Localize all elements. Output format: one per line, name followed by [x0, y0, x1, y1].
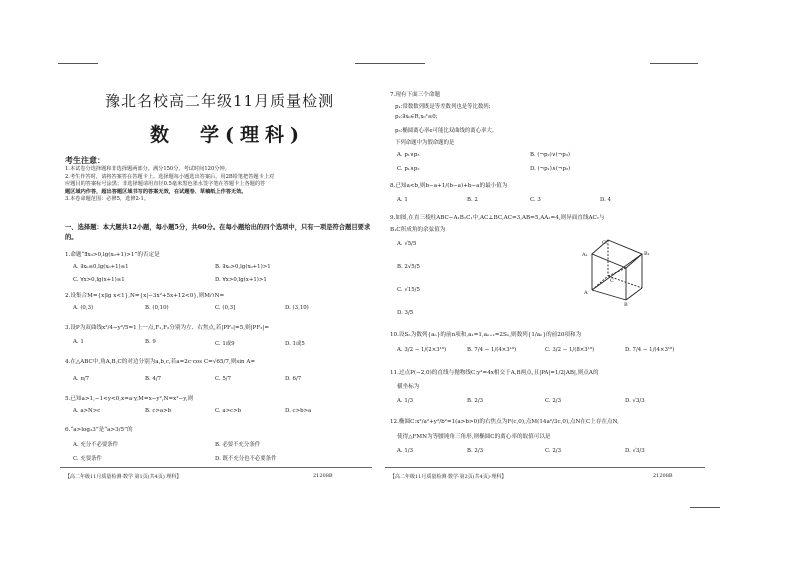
- q7-line: p₃:椭圆离心率e可能比双曲线的离心率大。: [395, 128, 498, 134]
- q5-option-c: C. a>c>b: [215, 408, 242, 414]
- fig-label: B: [624, 302, 628, 306]
- q9-option-d: D. 3/5: [397, 310, 414, 316]
- notice-item: 3.本卷命题范围：必修5，选修2-1。: [65, 196, 150, 202]
- prism-top-face: [592, 240, 642, 268]
- question-12-cont: 使得△FMN为等腰钝角三角形,则椭圆C的离心率的取值可以是: [397, 434, 551, 440]
- prism-figure: [580, 238, 650, 306]
- q7-line: p₁:常数数列既是等差数列也是等比数列;: [395, 104, 491, 110]
- question-11: 11.过点P(−2,0)的直线与抛物线C:y²=4x相交于A,B两点,且|PA|=1/2|AB|,则点A的: [390, 370, 599, 376]
- q6-option-c: C. 充要条件: [73, 456, 102, 462]
- q3-option-d: D. 1或5: [285, 341, 305, 347]
- fig-label: B₁: [644, 251, 650, 257]
- fig-label: C₁: [602, 240, 608, 246]
- q7-option-b: B. (¬p₂)∨(¬p₃): [530, 152, 571, 158]
- q12-option-d: D. √3/3: [625, 448, 645, 454]
- q11-option-a: A. 1/3: [397, 398, 413, 404]
- q3-option-a: A. 1: [73, 339, 84, 345]
- q10-option-c: C. 3/2 − 1/(8×3¹⁸): [545, 347, 595, 353]
- q10-option-d: D. 7/4 − 1/(4×3¹⁸): [625, 347, 675, 353]
- page-footer: 【高二年级11月质量检测·数学 第1页(共4页) 理科】: [65, 474, 182, 480]
- question-10: 10.设Sₙ为数列{aₙ}的前n项和,a₁=1,aₙ₊₁=2Sₙ,则数列{1/aₙ}的前20项和为: [390, 332, 582, 338]
- q4-option-b: B. 4/7: [145, 376, 162, 382]
- notice-item: 1.本试卷分选择题和非选择题两部分。满分150分，考试时间120分钟。: [65, 166, 230, 172]
- subject-title: 数 学(理科): [150, 124, 305, 146]
- q8-option-b: B. 2: [467, 197, 478, 203]
- q3-option-c: C. 1或9: [215, 341, 235, 347]
- q11-option-d: D. √3/3: [625, 398, 645, 404]
- q8-option-d: D. 4: [600, 197, 611, 203]
- q7-option-d: D. (¬p₁)∧(¬p₃): [530, 166, 571, 172]
- q1-option-b: B. ∃x₀>0,lg(x₀+1)>1: [215, 264, 271, 270]
- q7-option-a: A. p₁∨p₃: [397, 152, 420, 158]
- q8-option-c: C. 3: [530, 197, 541, 203]
- section-heading: 一、选择题：本大题共12小题，每小题5分，共60分。在每小题给出的四个选项中，只有一项是符合题目要求的。: [65, 224, 371, 241]
- q2-option-a: A. (0,3): [73, 305, 94, 311]
- page-footer: 【高二年级11月质量检测·数学·第2页(共4页)·理科】: [390, 474, 507, 480]
- q7-option-c: C. p₁∧p₂: [397, 166, 420, 172]
- q9-option-b: B. 2√5/5: [397, 264, 420, 270]
- q12-option-c: C. 2/3: [545, 448, 562, 454]
- q11-option-c: C. 2/3: [545, 398, 562, 404]
- page-code: 21208B: [313, 473, 333, 479]
- q2-option-d: D. (3,10): [285, 305, 309, 311]
- q5-option-b: B. c>a>b: [145, 408, 172, 414]
- question-5: 5.已知a>1,−1<y<0,x=a·y,M=x−y²,N=x²−y,则: [65, 396, 194, 402]
- question-12: 12.椭圆C:x²/a²+y²/b²=1(a>b>0)的右焦点为F(c,0),点M(14a²/3c,0),点N在C上存在点N,: [390, 419, 619, 425]
- notice-heading: 考生注意：: [65, 155, 105, 165]
- notice-list: [65, 166, 377, 204]
- fig-label: C: [610, 278, 614, 284]
- q4-option-d: D. 6/7: [285, 376, 302, 382]
- q5-option-d: D. c>b>a: [285, 408, 312, 414]
- q10-option-a: A. 3/2 − 1/(2×3¹⁹): [397, 347, 447, 353]
- q6-option-b: B. 必要不充分条件: [215, 442, 261, 448]
- q12-option-a: A. 1/3: [397, 448, 413, 454]
- exam-title: 豫北名校高二年级11月质量检测: [105, 92, 335, 110]
- question-1: 1.命题“∃x₀>0,lg(x₀+1)>1”的否定是: [65, 252, 160, 258]
- prism-edge: [626, 288, 642, 300]
- q4-option-c: C. 5/7: [215, 376, 232, 382]
- question-7: 7.现有下面三个命题: [390, 92, 441, 98]
- q11-option-b: B. 2/3: [467, 398, 484, 404]
- question-9-cont: B₁C所成角的余弦值为: [390, 227, 446, 233]
- q6-option-a: A. 充分不必要条件: [73, 442, 119, 448]
- fig-label: A: [584, 290, 588, 296]
- prism-diagonal: [592, 254, 642, 290]
- q9-option-c: C. √15/5: [397, 287, 420, 293]
- q10-option-b: B. 7/4 − 1/(4×3¹⁹): [467, 347, 517, 353]
- q4-option-a: A. π/7: [73, 376, 90, 382]
- notice-item: 题区域内作答，超出答题区域书写的答案无效，在试题卷、草稿纸上作答无效。: [65, 188, 247, 195]
- page-code: 21208B: [653, 473, 673, 479]
- q3-option-b: B. 9: [145, 339, 156, 345]
- prism-edge: [592, 290, 626, 300]
- exam-page-right: [385, 55, 715, 491]
- fig-label: A₁: [582, 252, 588, 258]
- q1-option-a: A. ∃x₀≤0,lg(x₀+1)≤1: [73, 264, 129, 270]
- q5-option-a: A. a>N>c: [73, 408, 101, 414]
- q2-option-b: B. (0,10): [145, 305, 169, 311]
- footer-rule: [60, 467, 372, 468]
- notice-item: 2.考生作答时，请将答案答在答题卡上。选择题每小题选出答案后，用2B铅笔把答题卡上对: [65, 173, 275, 180]
- question-6: 6.“a>log₂3”是“a>3/5”的: [65, 427, 133, 433]
- q1-option-d: D. ∀x>0,lg(x+1)>1: [215, 277, 267, 283]
- q2-option-c: C. (0,3]: [215, 305, 236, 311]
- notice-item: 应题目的答案标号涂黑；非选择题请用直径0.5毫米黑色墨水签字笔在答题卡上各题的答: [65, 181, 266, 187]
- question-2: 2.设集合M={x|lg x<1},N={x|−3x²+5x+12<0},则M∩N=: [65, 293, 225, 299]
- q7-line: 下列命题中为假命题的是: [395, 140, 455, 146]
- question-3: 3.设P为双曲线x²/4−y²/5=1上一点,F₁,F₂分别为左、右焦点,若|PF₁|=5,则|PF₂|=: [65, 325, 270, 331]
- q9-option-a: A. √5/5: [397, 241, 417, 247]
- q8-option-a: A. 1: [397, 197, 408, 203]
- q7-line: p₂:∃x₀∈R,x₀²≤0;: [395, 114, 438, 120]
- question-4: 4.在△ABC中,角A,B,C的对边分别为a,b,c,若a=2c·cos C=√65/7,则sin A=: [65, 359, 256, 365]
- q1-option-c: C. ∀x>0,lg(x+1)≤1: [73, 277, 125, 283]
- question-9: 9.如图,在直三棱柱ABC−A₁B₁C₁中,AC⊥BC,AC=3,AB=5,AA₁=4,则异面直线AC₁与: [390, 215, 605, 221]
- q12-option-b: B. 2/3: [467, 448, 484, 454]
- question-8: 8.已知a<b,则b−a+1/(b−a)+b−a的最小值为: [390, 183, 508, 189]
- bottom-mark: [690, 507, 720, 508]
- exam-page-left: [55, 55, 377, 491]
- q6-option-d: D. 既不充分也不必要条件: [215, 456, 277, 462]
- question-11-cont: 横坐标为: [397, 384, 420, 390]
- footer-rule: [385, 467, 705, 468]
